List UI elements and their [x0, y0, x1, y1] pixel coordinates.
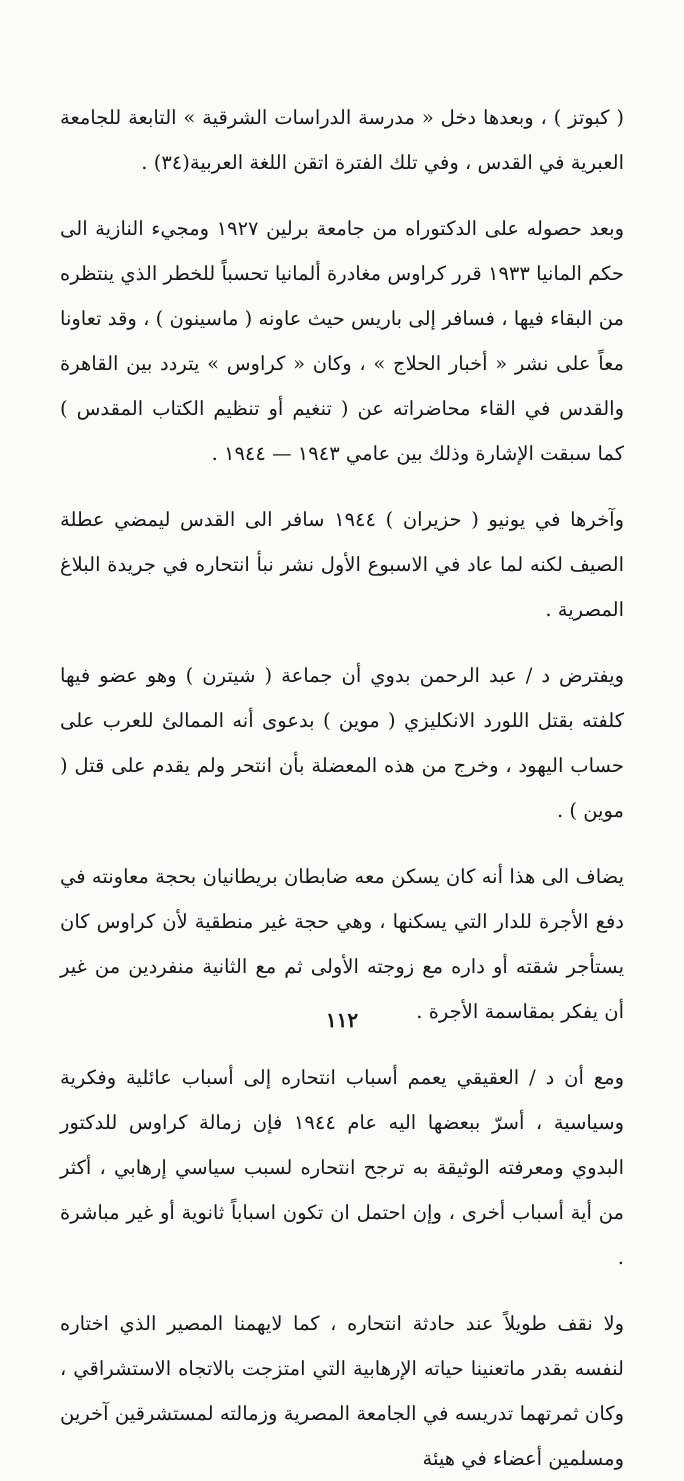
paragraph-6: ومع أن د / العقيقي يعمم أسباب انتحاره إلى أسباب عائلية وفكرية وسياسية ، أسرّ ببعضها اليه عام ١٩٤٤ فإن زمالة كراوس للدكتور البدوي ومعرفته الوثيقة به ترجح انتحاره لسبب سياسي إرهابي ، أكثر من أية أسباب أخرى ، وإن احتمل ان تكون اسباباً ثانوية أو غير مباشرة .	[60, 1066, 624, 1269]
paragraph-4: ويفترض د / عبد الرحمن بدوي أن جماعة ( شيترن ) وهو عضو فيها كلفته بقتل اللورد الانكليزي ( موين ) بدعوى أنه الممالئ للعرب على حساب اليهود ، وخرج من هذه المعضلة بأن انتحر ولم يقدم على قتل ( موين ) .	[60, 664, 624, 822]
paragraph-2: وبعد حصوله على الدكتوراه من جامعة برلين ١٩٢٧ ومجيء النازية الى حكم المانيا ١٩٣٣ قرر كراوس مغادرة ألمانيا تحسباً للخطر الذي ينتظره من البقاء فيها ، فسافر إلى باريس حيث عاونه ( ماسينون ) ، وقد تعاونا معاً على نشر « أخبار الحلاج » ، وكان « كراوس » يتردد بين القاهرة والقدس في القاء محاضراته عن ( تنغيم أو تنظيم الكتاب المقدس ) كما سبقت الإشارة وذلك بين عامي ١٩٤٣ — ١٩٤٤ .	[60, 217, 624, 465]
paragraph-7: ولا نقف طويلاً عند حادثة انتحاره ، كما لايهمنا المصير الذي اختاره لنفسه بقدر ماتعنينا حياته الإرهابية التي امتزجت بالاتجاه الاستشراقي ، وكان ثمرتهما تدريسه في الجامعة المصرية وزمالته لمستشرقين آخرين ومسلمين أعضاء في هيئة	[60, 1312, 624, 1470]
paragraph-3: وآخرها في يونيو ( حزيران ) ١٩٤٤ سافر الى القدس ليمضي عطلة الصيف لكنه لما عاد في الاسبوع الأول نشر نبأ انتحاره في جريدة البلاغ المصرية .	[60, 508, 624, 621]
page-number: ١١٢	[325, 1008, 359, 1032]
paragraph-5: يضاف الى هذا أنه كان يسكن معه ضابطان بريطانيان بحجة معاونته في دفع الأجرة للدار التي يسكنها ، وهي حجة غير منطقية لأن كراوس كان يستأجر شقته أو داره مع زوجته الأولى ثم مع الثانية منفردين من غير أن يفكر بمقاسمة الأجرة .	[60, 865, 624, 1023]
paragraph-1: ( كبوتز ) ، وبعدها دخل « مدرسة الدراسات الشرقية » التابعة للجامعة العبرية في القدس ، وفي تلك الفترة اتقن اللغة العربية(٣٤) .	[60, 106, 624, 174]
body-text	[60, 95, 624, 1481]
